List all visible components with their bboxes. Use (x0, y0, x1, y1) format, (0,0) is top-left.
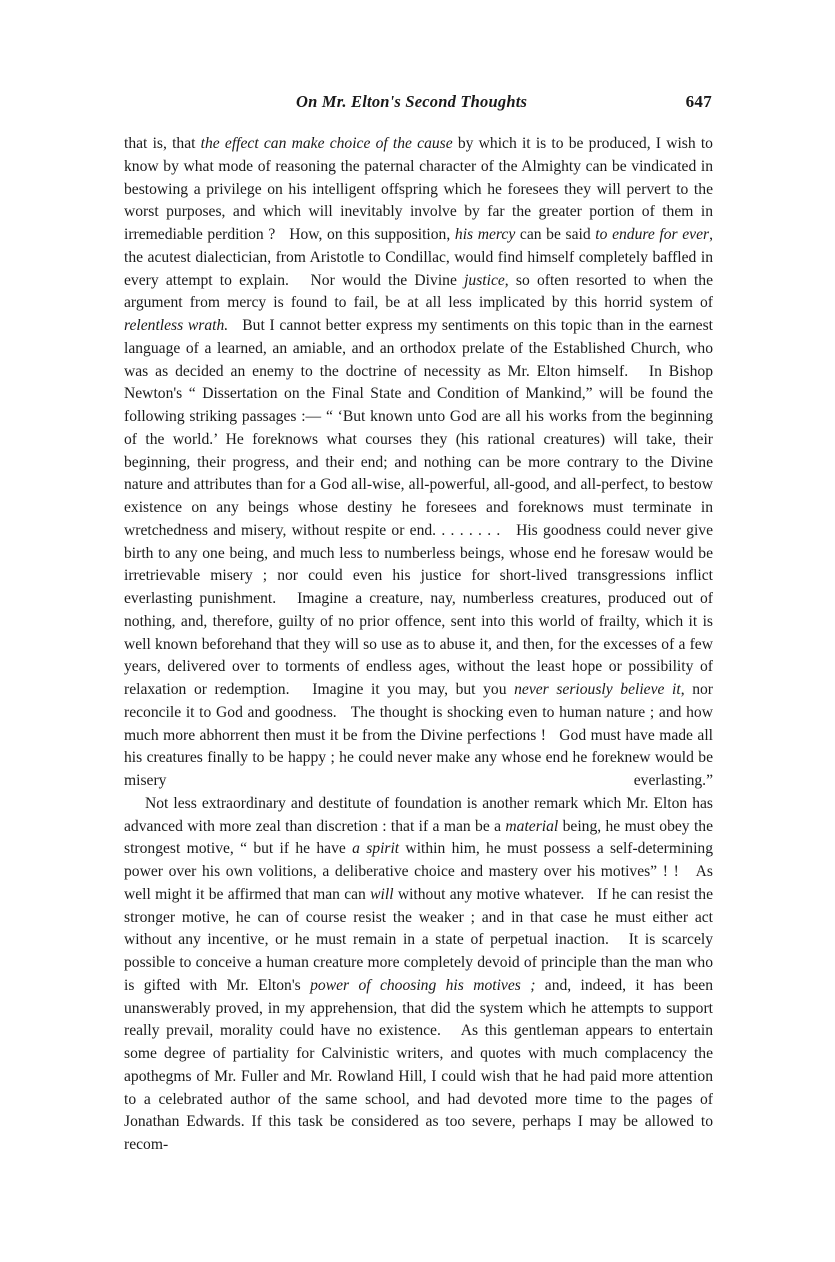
page-number: 647 (685, 92, 712, 111)
running-head-title: On Mr. Elton's Second Thoughts (296, 92, 528, 111)
text-block (124, 133, 713, 1157)
paragraph-second: Not less extraordinary and destitute of foundation is another remark which Mr. Elton has advanced with more zeal than discretion : that if a man be a material being, he must obey the strongest motive, “ but if he have a spirit within him, he must possess a self-determining power over his own volitions, a deliberative choice and mastery over his motives” ! ! As well might it be affirmed that man can will without any motive whatever. If he can resist the stronger motive, he can of course resist the weaker ; and in that case he must either act without any incentive, or he must remain in a state of perpetual inaction. It is scarcely possible to conceive a human creature more completely devoid of principle than the man who is gifted with Mr. Elton's power of choosing his motives ; and, indeed, it has been unanswerably proved, in my apprehension, that did the system which he attempts to support really prevail, morality could have no existence. As this gentleman appears to entertain some degree of partiality for Calvinistic writers, and quotes with much complacency the apothegms of Mr. Fuller and Mr. Rowland Hill, I could wish that he had paid more attention to a celebrated author of the same school, and had devoted more time to the pages of Jonathan Edwards. If this task be considered as too severe, perhaps I may be allowed to recom- (124, 794, 714, 1153)
paragraph-continuation: that is, that the effect can make choice of the cause by which it is to be produced, I wish to know by what mode of reasoning the paternal character of the Almighty can be vindicated in bestowing a privilege on his intelligent offspring which he foresees they will pervert to the worst purposes, and which will inevitably involve by far the greater portion of them in irremediable perdition ? How, on this supposition, his mercy can be said to endure for ever, the acutest dialectician, from Aristotle to Condillac, would find himself completely baffled in every attempt to explain. Nor would the Divine justice, so often resorted to when the argument from mercy is found to fail, be at all less implicated by this horrid system of relentless wrath. But I cannot better express my sentiments on this topic than in the earnest language of a learned, an amiable, and an orthodox prelate of the Established Church, who was as decided an enemy to the doctrine of necessity as Mr. Elton himself. In Bishop Newton's “ Dissertation on the Final State and Condition of Mankind,” will be found the following striking passages :— “ ‘But known unto God are all his works from the beginning of the world.’ He foreknows what courses they (his rational creatures) will take, their beginning, their progress, and their end; and nothing can be more contrary to the Divine nature and attributes than for a God all-wise, all-powerful, all-good, and all-perfect, to bestow existence on any beings whose destiny he foresees and foreknows must terminate in wretchedness and misery, without respite or end. . . . . . . . His goodness could never give birth to any one being, and much less to numberless beings, whose end he foresaw would be irretrievable misery ; nor could even his justice for short-lived transgressions inflict everlasting punishment. Imagine a creature, nay, numberless creatures, produced out of nothing, and, therefore, guilty of no prior offence, sent into this world of frailty, which it is well known beforehand that they will so use as to abuse it, and then, for the excesses of a few years, delivered over to torments of endless ages, without the least hope or possibility of relaxation or redemption. Imagine it you may, but you never seriously believe it, nor reconcile it to God and goodness. The thought is shocking even to human nature ; and how much more abhorrent then must it be from the Divine perfections ! God must have made all his creatures finally to be happy ; he could never make any whose end he foreknew would be misery everlasting.” (124, 135, 713, 789)
running-head (124, 92, 712, 116)
